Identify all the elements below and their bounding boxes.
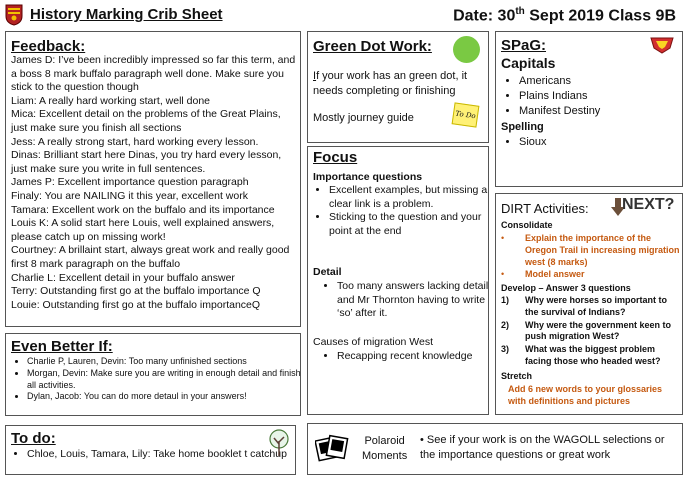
feedback-line: Mica: Excellent detail on the problems of the Great Plains, just make sure you finish all sections bbox=[11, 108, 281, 134]
feedback-line: Charlie L: Excellent detail in your buffalo answer bbox=[11, 271, 235, 284]
feedback-line: Liam: A really hard working start, well done bbox=[11, 94, 211, 107]
develop-question: Why were horses so important to the survival of Indians? bbox=[525, 295, 668, 317]
spelling-title: Spelling bbox=[501, 121, 544, 133]
feedback-line: Jess: A really strong start, hard working every lesson. bbox=[11, 135, 259, 148]
green-dot-journey: Mostly journey guide bbox=[313, 112, 414, 124]
capitals-list bbox=[503, 74, 688, 119]
green-dot-panel bbox=[307, 31, 489, 143]
develop-question: Why were the government keen to push migration West? bbox=[525, 319, 672, 342]
develop-item bbox=[501, 295, 681, 319]
feedback-line: Tamara: Excellent work on the buffalo and its importance bbox=[11, 203, 275, 216]
todo-panel bbox=[5, 425, 296, 475]
develop-question: What was the biggest problem facing those who headed west? bbox=[525, 344, 661, 366]
polaroid-panel bbox=[307, 423, 683, 475]
feedback-line: Louie: Outstanding first go at the buffalo importanceQ bbox=[11, 298, 261, 311]
capital-item: • Americans bbox=[519, 74, 688, 89]
capital-item: • Plains Indians bbox=[519, 89, 688, 104]
develop-number: 3) bbox=[501, 344, 510, 355]
causes-title: Causes of migration West bbox=[313, 336, 434, 348]
spelling-list bbox=[503, 135, 688, 150]
feedback-heading: Feedback: bbox=[11, 38, 86, 55]
causes-list bbox=[313, 350, 499, 364]
green-dot-heading: Green Dot Work: bbox=[313, 38, 432, 55]
feedback-line: Finaly: You are NAILING it this year, excellent work bbox=[11, 189, 248, 202]
school-crest-icon bbox=[5, 4, 23, 26]
stretch-title: Stretch bbox=[501, 371, 533, 381]
tree-icon bbox=[267, 429, 291, 457]
polaroid-photos-icon bbox=[315, 434, 349, 464]
consolidate-item bbox=[501, 269, 681, 281]
importance-item: • Sticking to the question and your point at the end bbox=[329, 211, 499, 238]
dirt-heading: DIRT Activities: bbox=[501, 201, 589, 216]
spag-panel bbox=[495, 31, 683, 187]
causes-item: • Recapping recent knowledge bbox=[337, 350, 499, 364]
develop-number: 2) bbox=[501, 319, 510, 330]
develop-title: Develop – Answer 3 questions bbox=[501, 283, 631, 293]
importance-title: Importance questions bbox=[313, 171, 423, 183]
even-better-item: • Charlie P, Lauren, Devin: Too many unfinished sections bbox=[27, 356, 307, 368]
page-title: History Marking Crib Sheet bbox=[30, 6, 223, 23]
feedback-line: Louis K: A solid start here Louis, well explained answers, please catch up on missing work! bbox=[11, 217, 275, 243]
consolidate-list bbox=[501, 233, 681, 282]
even-better-panel bbox=[5, 333, 301, 416]
bullet: • bbox=[501, 233, 505, 243]
feedback-line: James P: Excellent importance question paragraph bbox=[11, 176, 249, 189]
develop-item bbox=[501, 344, 681, 368]
feedback-list bbox=[11, 54, 296, 312]
feedback-line: Dinas: Brilliant start here Dinas, you try hard every lesson, just make sure you write in full sentences. bbox=[11, 149, 282, 175]
todo-sticky-note-icon: To Do bbox=[452, 102, 480, 127]
spag-heading: SPaG: bbox=[501, 37, 547, 54]
green-dot-icon bbox=[453, 36, 480, 63]
feedback-line: Terry: Outstanding first go at the buffalo importance Q bbox=[11, 285, 261, 298]
develop-number: 1) bbox=[501, 295, 510, 305]
spelling-item: • Sioux bbox=[519, 135, 688, 150]
consolidate-item bbox=[501, 233, 681, 268]
bullet: • bbox=[501, 269, 505, 280]
detail-item: • Too many answers lacking detail and Mr Thornton having to write ‘so’ after it. bbox=[337, 280, 499, 321]
even-better-heading: Even Better If: bbox=[11, 338, 113, 355]
date-class-label: Date: 30th Sept 2019 Class 9B bbox=[453, 6, 676, 25]
capitals-title: Capitals bbox=[501, 55, 556, 71]
polaroid-label: Polaroid Moments bbox=[362, 435, 408, 462]
feedback-line: James D: I’ve been incredibly impressed so far this term, and a boss 8 mark buffalo paragraph well done. Make sure you stick to the question though bbox=[11, 54, 296, 94]
even-better-item: • Morgan, Devin: Make sure you are writing in enough detail and finish all activities. bbox=[27, 368, 307, 392]
develop-list bbox=[501, 295, 681, 369]
consolidate-text: Explain the importance of the Oregon Trail in increasing migration west (8 marks) bbox=[525, 233, 680, 267]
detail-title: Detail bbox=[313, 266, 342, 278]
polaroid-text: • See if your work is on the WAGOLL selections or the importance questions or great work bbox=[420, 434, 665, 461]
feedback-panel bbox=[5, 31, 301, 327]
feedback-line: Courtney: A brillaint start, always great work and really good first 8 mark paragraph on the buffalo bbox=[11, 244, 290, 270]
todo-list bbox=[11, 448, 287, 462]
importance-item: • Excellent examples, but missing a clear link is a problem. bbox=[329, 184, 499, 211]
even-better-list bbox=[11, 356, 307, 403]
even-better-item: • Dylan, Jacob: You can do more detaul in your answers! bbox=[27, 391, 307, 403]
todo-item: • Chloe, Louis, Tamara, Lily: Take home booklet t catchup bbox=[27, 448, 287, 462]
dirt-panel bbox=[495, 193, 683, 415]
consolidate-text: Model answer bbox=[525, 269, 585, 280]
capital-item: • Manifest Destiny bbox=[519, 104, 688, 119]
focus-panel bbox=[307, 146, 489, 415]
superhero-badge-icon bbox=[650, 36, 674, 54]
focus-heading: Focus bbox=[313, 149, 358, 166]
todo-heading: To do: bbox=[11, 430, 56, 447]
consolidate-title: Consolidate bbox=[501, 220, 553, 230]
green-dot-text: If your work has an green dot, it needs completing or finishing bbox=[313, 70, 468, 97]
develop-item bbox=[501, 320, 681, 344]
importance-list bbox=[313, 184, 499, 238]
detail-list bbox=[313, 280, 499, 321]
stretch-text: Add 6 new words to your glossaries with definitions and pictures bbox=[508, 384, 663, 406]
next-label: NEXT? bbox=[622, 196, 675, 213]
